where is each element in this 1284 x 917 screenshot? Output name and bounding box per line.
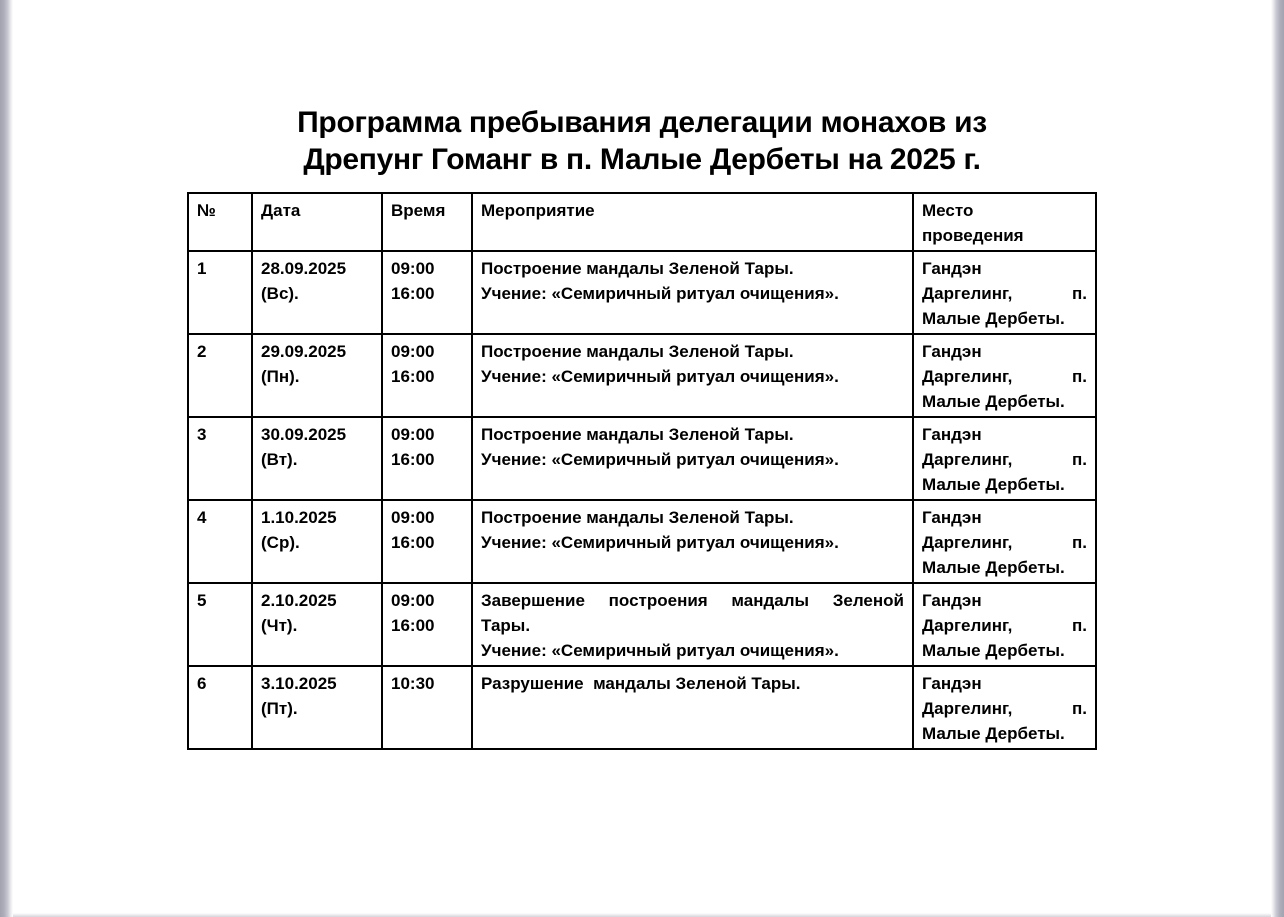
cell-line: Малые Дербеты. (922, 475, 1065, 494)
cell-line: Малые Дербеты. (922, 558, 1065, 577)
cell-event (472, 417, 913, 500)
cell-event (472, 334, 913, 417)
document-page (13, 0, 1271, 917)
cell-line: (Чт). (261, 616, 298, 635)
cell-date (252, 500, 382, 583)
cell-line: Гандэн (922, 674, 982, 693)
cell-line: 30.09.2025 (261, 425, 347, 444)
cell-num: 3 (188, 417, 252, 500)
cell-line: Малые Дербеты. (922, 641, 1065, 660)
col-header-place-line: проведения (922, 226, 1024, 245)
cell-line: (Пт). (261, 699, 298, 718)
cell-time (382, 583, 472, 666)
document-title (13, 0, 1271, 178)
cell-line: Учение: «Семиричный ритуал очищения». (481, 450, 839, 469)
col-header-place-line: Место (922, 201, 974, 220)
cell-line: Даргелинг, п. (922, 367, 1087, 386)
cell-time (382, 666, 472, 749)
cell-line: 1.10.2025 (261, 508, 337, 527)
cell-num: 4 (188, 500, 252, 583)
cell-date (252, 334, 382, 417)
cell-line: Гандэн (922, 591, 982, 610)
cell-line: Малые Дербеты. (922, 392, 1065, 411)
cell-place (913, 251, 1096, 334)
cell-num: 5 (188, 583, 252, 666)
col-header-event: Мероприятие (472, 193, 913, 251)
col-header-num: № (188, 193, 252, 251)
cell-line: 09:00 (391, 259, 435, 278)
cell-date (252, 251, 382, 334)
cell-line: Даргелинг, п. (922, 616, 1087, 635)
cell-line: 09:00 (391, 508, 435, 527)
cell-line: (Вс). (261, 284, 299, 303)
cell-line: Разрушение мандалы Зеленой Тары. (481, 674, 801, 693)
cell-line: 29.09.2025 (261, 342, 347, 361)
cell-line: Гандэн (922, 508, 982, 527)
table-row (188, 251, 1096, 334)
cell-time (382, 500, 472, 583)
cell-line: 3.10.2025 (261, 674, 337, 693)
cell-event (472, 666, 913, 749)
cell-event (472, 251, 913, 334)
cell-place (913, 583, 1096, 666)
cell-line: 09:00 (391, 342, 435, 361)
col-header-date: Дата (252, 193, 382, 251)
cell-num: 2 (188, 334, 252, 417)
cell-line: Даргелинг, п. (922, 450, 1087, 469)
cell-date (252, 666, 382, 749)
table-row (188, 334, 1096, 417)
table-row (188, 417, 1096, 500)
col-header-place (913, 193, 1096, 251)
cell-time (382, 417, 472, 500)
col-header-time: Время (382, 193, 472, 251)
schedule-table (187, 192, 1097, 750)
cell-line: Завершение построения мандалы Зеленой (481, 591, 904, 610)
cell-date (252, 583, 382, 666)
cell-line: (Ср). (261, 533, 300, 552)
cell-line: Даргелинг, п. (922, 284, 1087, 303)
cell-line: Учение: «Семиричный ритуал очищения». (481, 641, 839, 660)
window-left-edge (0, 0, 13, 917)
cell-line: 09:00 (391, 425, 435, 444)
cell-num: 6 (188, 666, 252, 749)
cell-line: 16:00 (391, 616, 435, 635)
cell-num: 1 (188, 251, 252, 334)
cell-event (472, 500, 913, 583)
cell-line: 09:00 (391, 591, 435, 610)
cell-line: 2.10.2025 (261, 591, 337, 610)
cell-line: Гандэн (922, 425, 982, 444)
cell-line: Построение мандалы Зеленой Тары. (481, 259, 794, 278)
cell-line: 28.09.2025 (261, 259, 347, 278)
cell-line: 16:00 (391, 284, 435, 303)
cell-line: Учение: «Семиричный ритуал очищения». (481, 533, 839, 552)
cell-line: Даргелинг, п. (922, 699, 1087, 718)
cell-time (382, 334, 472, 417)
table-row (188, 583, 1096, 666)
schedule-table-head (188, 193, 1096, 251)
cell-place (913, 500, 1096, 583)
cell-line: 16:00 (391, 450, 435, 469)
cell-line: Даргелинг, п. (922, 533, 1087, 552)
cell-line: Построение мандалы Зеленой Тары. (481, 425, 794, 444)
cell-time (382, 251, 472, 334)
cell-line: Учение: «Семиричный ритуал очищения». (481, 367, 839, 386)
cell-line: 10:30 (391, 674, 435, 693)
cell-line: Тары. (481, 616, 531, 635)
cell-line: (Пн). (261, 367, 300, 386)
table-row (188, 666, 1096, 749)
document-title-line2: Дрепунг Гоманг в п. Малые Дербеты на 2025 г. (303, 143, 981, 176)
window-bottom-edge (13, 913, 1271, 917)
cell-place (913, 334, 1096, 417)
cell-line: 16:00 (391, 533, 435, 552)
table-row (188, 500, 1096, 583)
cell-line: Малые Дербеты. (922, 309, 1065, 328)
cell-event (472, 583, 913, 666)
cell-line: Учение: «Семиричный ритуал очищения». (481, 284, 839, 303)
cell-place (913, 666, 1096, 749)
cell-line: Построение мандалы Зеленой Тары. (481, 342, 794, 361)
window-right-edge (1271, 0, 1284, 917)
cell-date (252, 417, 382, 500)
cell-line: 16:00 (391, 367, 435, 386)
cell-line: Гандэн (922, 342, 982, 361)
document-title-line1: Программа пребывания делегации монахов из (297, 106, 987, 139)
cell-line: Малые Дербеты. (922, 724, 1065, 743)
cell-place (913, 417, 1096, 500)
header-row (188, 193, 1096, 251)
cell-line: Гандэн (922, 259, 982, 278)
cell-line: (Вт). (261, 450, 298, 469)
cell-line: Построение мандалы Зеленой Тары. (481, 508, 794, 527)
schedule-table-body (188, 251, 1096, 749)
